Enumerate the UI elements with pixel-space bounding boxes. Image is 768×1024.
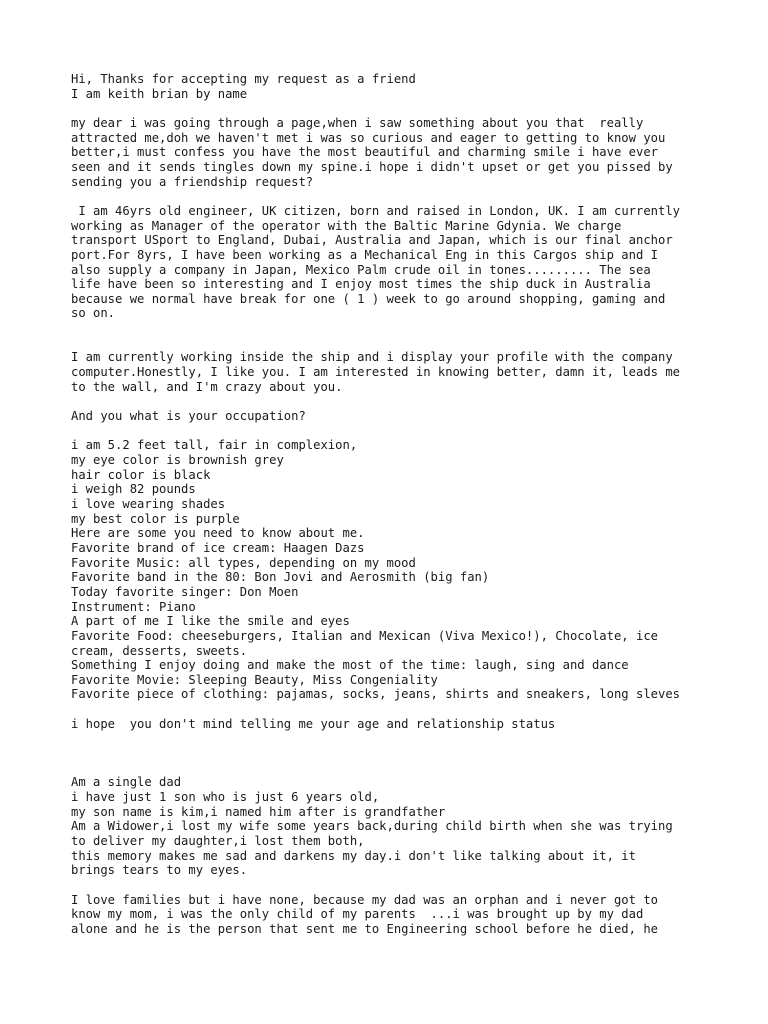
text-line: this memory makes me sad and darkens my day.i don't like talking about it, it [71, 848, 636, 863]
paragraph [71, 72, 711, 101]
blank-line [71, 761, 711, 776]
text-line: Favorite brand of ice cream: Haagen Dazs [71, 540, 365, 555]
text-line: Instrument: Piano [71, 599, 196, 614]
text-line: my best color is purple [71, 511, 240, 526]
text-line: Here are some you need to know about me. [71, 526, 365, 541]
text-line: Am a single dad [71, 775, 182, 790]
text-line: I love families but i have none, because my dad was an orphan and i never got to [71, 892, 658, 907]
text-line: Favorite piece of clothing: pajamas, socks, jeans, shirts and sneakers, long sleves [71, 687, 681, 702]
text-line: my dear i was going through a page,when i saw something about you that really [71, 115, 644, 130]
text-line: my son name is kim,i named him after is grandfather [71, 804, 446, 819]
text-line: attracted me,doh we haven't met i was so curious and eager to getting to know you [71, 130, 666, 145]
text-line: also supply a company in Japan, Mexico Palm crude oil in tones......... The sea [71, 262, 651, 277]
text-line: sending you a friendship request? [71, 174, 314, 189]
paragraph [71, 717, 711, 732]
text-line: Today favorite singer: Don Moen [71, 584, 299, 599]
text-line: because we normal have break for one ( 1 ) week to go around shopping, gaming and [71, 291, 666, 306]
paragraph [71, 204, 711, 321]
text-line: brings tears to my eyes. [71, 863, 248, 878]
paragraph [71, 893, 711, 937]
text-line: life have been so interesting and I enjoy most times the ship duck in Australia [71, 277, 651, 292]
text-line: And you what is your occupation? [71, 409, 306, 424]
text-line: I am 46yrs old engineer, UK citizen, born and raised in London, UK. I am currently [71, 203, 681, 218]
text-line: Am a Widower,i lost my wife some years back,during child birth when she was trying [71, 819, 673, 834]
text-line: alone and he is the person that sent me to Engineering school before he died, he [71, 921, 658, 936]
text-line: my eye color is brownish grey [71, 452, 284, 467]
paragraph [71, 409, 711, 424]
text-line: Favorite Food: cheeseburgers, Italian and Mexican (Viva Mexico!), Chocolate, ice [71, 628, 658, 643]
text-line: Hi, Thanks for accepting my request as a friend [71, 72, 416, 86]
text-line: i am 5.2 feet tall, fair in complexion, [71, 438, 358, 453]
text-line: Something I enjoy doing and make the most of the time: laugh, sing and dance [71, 658, 629, 673]
text-line: working as Manager of the operator with the Baltic Marine Gdynia. We charge [71, 218, 622, 233]
text-line: know my mom, i was the only child of my parents ...i was brought up by my dad [71, 907, 644, 922]
text-line: A part of me I like the smile and eyes [71, 614, 350, 629]
text-line: I am currently working inside the ship and i display your profile with the company [71, 350, 673, 365]
text-line: transport USport to England, Dubai, Australia and Japan, which is our final anchor [71, 233, 673, 248]
paragraph [71, 350, 711, 394]
text-line: so on. [71, 306, 116, 321]
text-line: to deliver my daughter,i lost them both, [71, 833, 365, 848]
blank-line [71, 746, 711, 761]
text-line: hair color is black [71, 467, 211, 482]
text-line: I am keith brian by name [71, 86, 248, 101]
paragraph [71, 775, 711, 878]
text-line: seen and it sends tingles down my spine.i hope i didn't upset or get you pissed by [71, 159, 673, 174]
text-line: i love wearing shades [71, 496, 226, 511]
text-line: computer.Honestly, I like you. I am interested in knowing better, damn it, leads me [71, 365, 681, 380]
text-line: Favorite Music: all types, depending on my mood [71, 555, 416, 570]
blank-line [71, 336, 711, 351]
document-body [71, 72, 711, 951]
text-line: to the wall, and I'm crazy about you. [71, 379, 343, 394]
text-line: Favorite band in the 80: Bon Jovi and Aerosmith (big fan) [71, 570, 490, 585]
text-line: i have just 1 son who is just 6 years old, [71, 790, 380, 804]
text-line: Favorite Movie: Sleeping Beauty, Miss Congeniality [71, 672, 438, 687]
text-line: better,i must confess you have the most beautiful and charming smile i have ever [71, 145, 658, 160]
text-line: port.For 8yrs, I have been working as a Mechanical Eng in this Cargos ship and I [71, 247, 658, 262]
paragraph [71, 116, 711, 189]
paragraph [71, 438, 711, 702]
text-line: i hope you don't mind telling me your age and relationship status [71, 716, 556, 731]
text-line: i weigh 82 pounds [71, 482, 196, 497]
text-line: cream, desserts, sweets. [71, 643, 248, 658]
